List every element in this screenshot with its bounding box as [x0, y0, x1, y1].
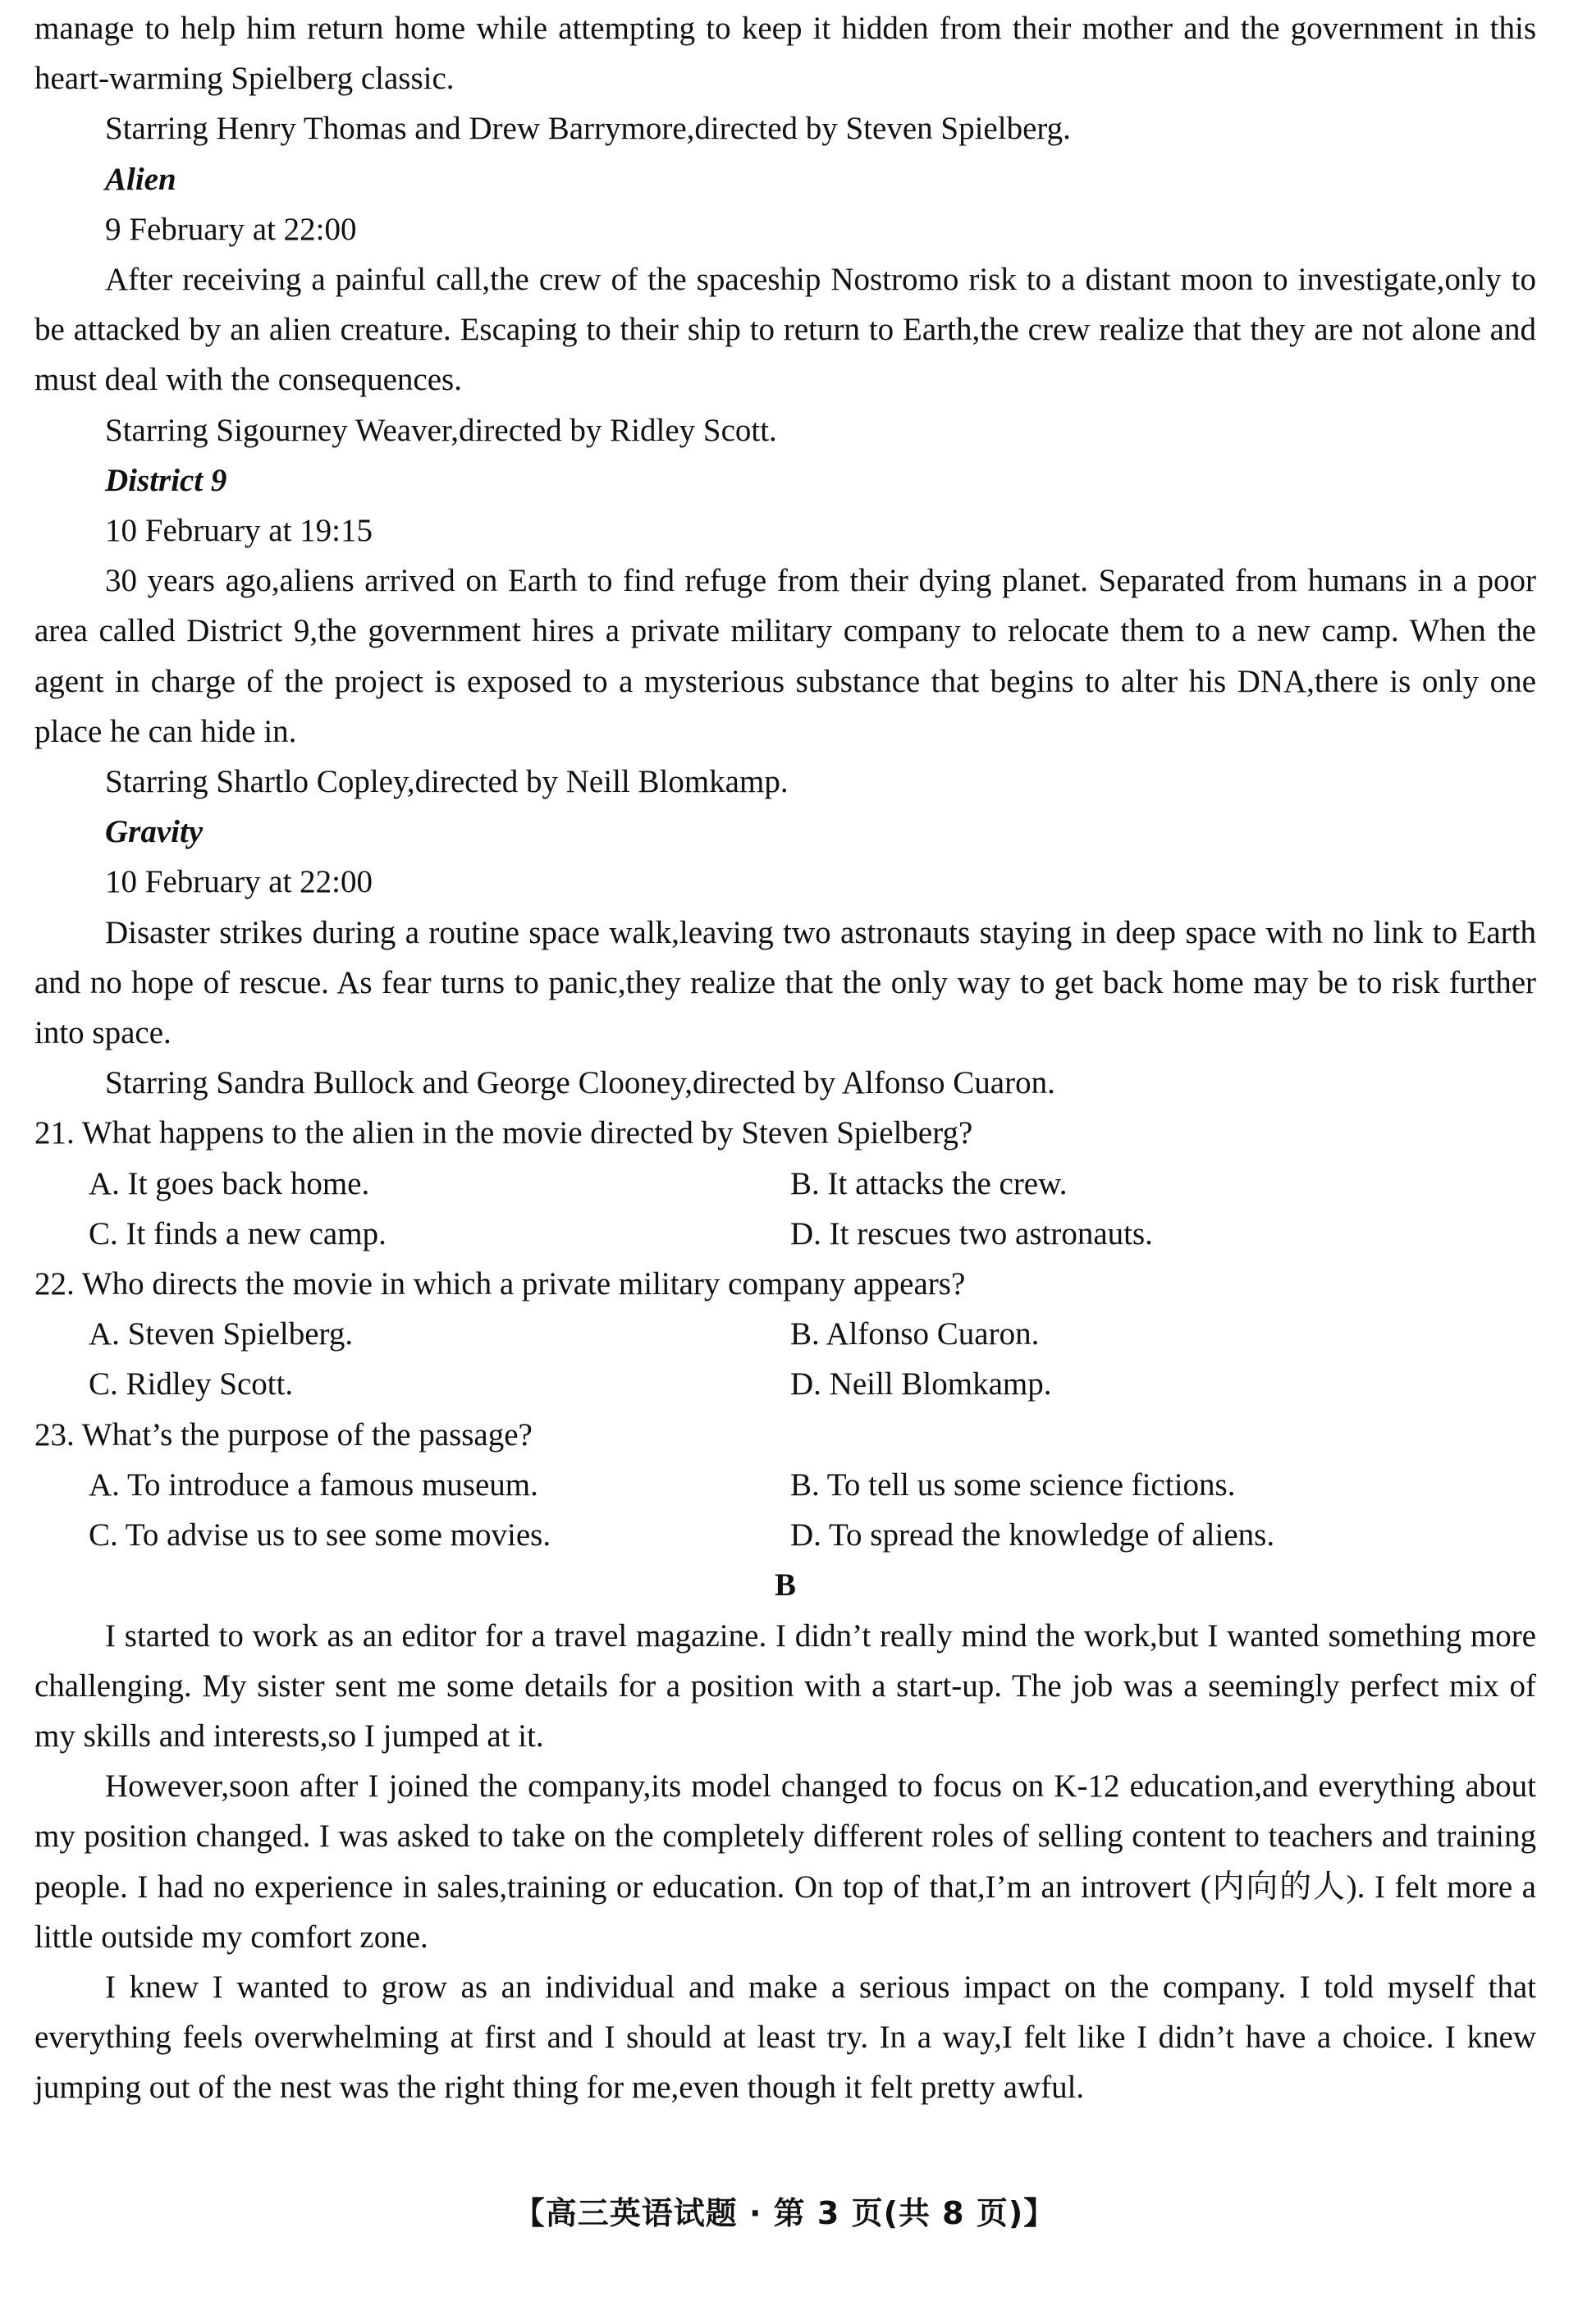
- movie-description-district-9: 30 years ago,aliens arrived on Earth to find refuge from their dying planet. Separated from humans in a poor area called District 9,the government hires a private military company to relocate them to a new camp. When the agent in charge of the project is exposed to a mysterious substance that begins to alter his DNA,there is only one place he can hide in.: [34, 563, 1536, 749]
- option-21-c: C. It finds a new camp.: [89, 1215, 387, 1251]
- movie-credits-gravity: Starring Sandra Bullock and George Clooney,directed by Alfonso Cuaron.: [105, 1065, 1055, 1101]
- question-21: 21. What happens to the alien in the movie directed by Steven Spielberg?: [34, 1115, 973, 1151]
- question-22: 22. Who directs the movie in which a private military company appears?: [34, 1266, 966, 1302]
- question-21-options: [34, 1159, 1536, 1259]
- intro-credits: Starring Henry Thomas and Drew Barrymore,directed by Steven Spielberg.: [105, 111, 1071, 147]
- section-b-heading: B: [774, 1567, 796, 1603]
- option-22-d: D. Neill Blomkamp.: [790, 1366, 1052, 1402]
- option-22-b: B. Alfonso Cuaron.: [790, 1316, 1040, 1352]
- option-23-b: B. To tell us some science fictions.: [790, 1466, 1236, 1503]
- movie-description-alien: After receiving a painful call,the crew of the spaceship Nostromo risk to a distant moon to investigate,only to be attacked by an alien creature. Escaping to their ship to return to Earth,the crew realize that they are not alone and must deal with the consequences.: [34, 262, 1536, 398]
- question-23: 23. What’s the purpose of the passage?: [34, 1416, 533, 1452]
- option-22-a: A. Steven Spielberg.: [89, 1316, 354, 1352]
- question-22-options: [34, 1309, 1536, 1409]
- option-22-c: C. Ridley Scott.: [89, 1366, 294, 1402]
- section-b-paragraph-1: I started to work as an editor for a travel magazine. I didn’t really mind the work,but I wanted something more challenging. My sister sent me some details for a position with a start-up. The job was a seemingly perfect mix of my skills and interests,so I jumped at it.: [34, 1617, 1536, 1754]
- section-b-paragraph-2: However,soon after I joined the company,its model changed to focus on K-12 education,and everything about my position changed. I was asked to take on the completely different roles of selling content to teachers and training people. I had no experience in sales,training or education. On top of that,I’m an introvert (内向的人). I felt more a little outside my comfort zone.: [34, 1768, 1536, 1955]
- movie-credits-alien: Starring Sigourney Weaver,directed by Ridley Scott.: [105, 412, 777, 448]
- option-23-a: A. To introduce a famous museum.: [89, 1466, 538, 1503]
- question-23-options: [34, 1460, 1536, 1560]
- option-21-a: A. It goes back home.: [89, 1165, 370, 1201]
- intro-paragraph: manage to help him return home while attempting to keep it hidden from their mother and the government in this heart-warming Spielberg classic.: [34, 11, 1536, 97]
- section-b-paragraph-3: I knew I wanted to grow as an individual and make a serious impact on the company. I told myself that everything feels overwhelming at first and I should at least try. In a way,I felt like I didn’t have a choice. I knew jumping out of the nest was the right thing for me,even though it felt pretty awful.: [34, 1969, 1536, 2106]
- option-21-b: B. It attacks the crew.: [790, 1165, 1068, 1201]
- movie-title-gravity: Gravity: [105, 814, 204, 850]
- page-footer: 【高三英语试题 · 第 3 页(共 8 页)】: [513, 2195, 1056, 2231]
- movie-time-district-9: 10 February at 19:15: [105, 513, 373, 549]
- movie-description-gravity: Disaster strikes during a routine space walk,leaving two astronauts staying in deep space with no link to Earth and no hope of rescue. As fear turns to panic,they realize that the only way to get back home may be to risk further into space.: [34, 914, 1536, 1051]
- option-23-c: C. To advise us to see some movies.: [89, 1517, 551, 1553]
- movie-title-district-9: District 9: [105, 462, 227, 498]
- movie-time-alien: 9 February at 22:00: [105, 211, 357, 247]
- option-21-d: D. It rescues two astronauts.: [790, 1215, 1153, 1251]
- movie-title-alien: Alien: [105, 161, 176, 197]
- document-page: [34, 3, 1536, 2113]
- option-23-d: D. To spread the knowledge of aliens.: [790, 1517, 1275, 1553]
- movie-time-gravity: 10 February at 22:00: [105, 864, 373, 900]
- movie-credits-district-9: Starring Shartlo Copley,directed by Neill Blomkamp.: [105, 764, 789, 800]
